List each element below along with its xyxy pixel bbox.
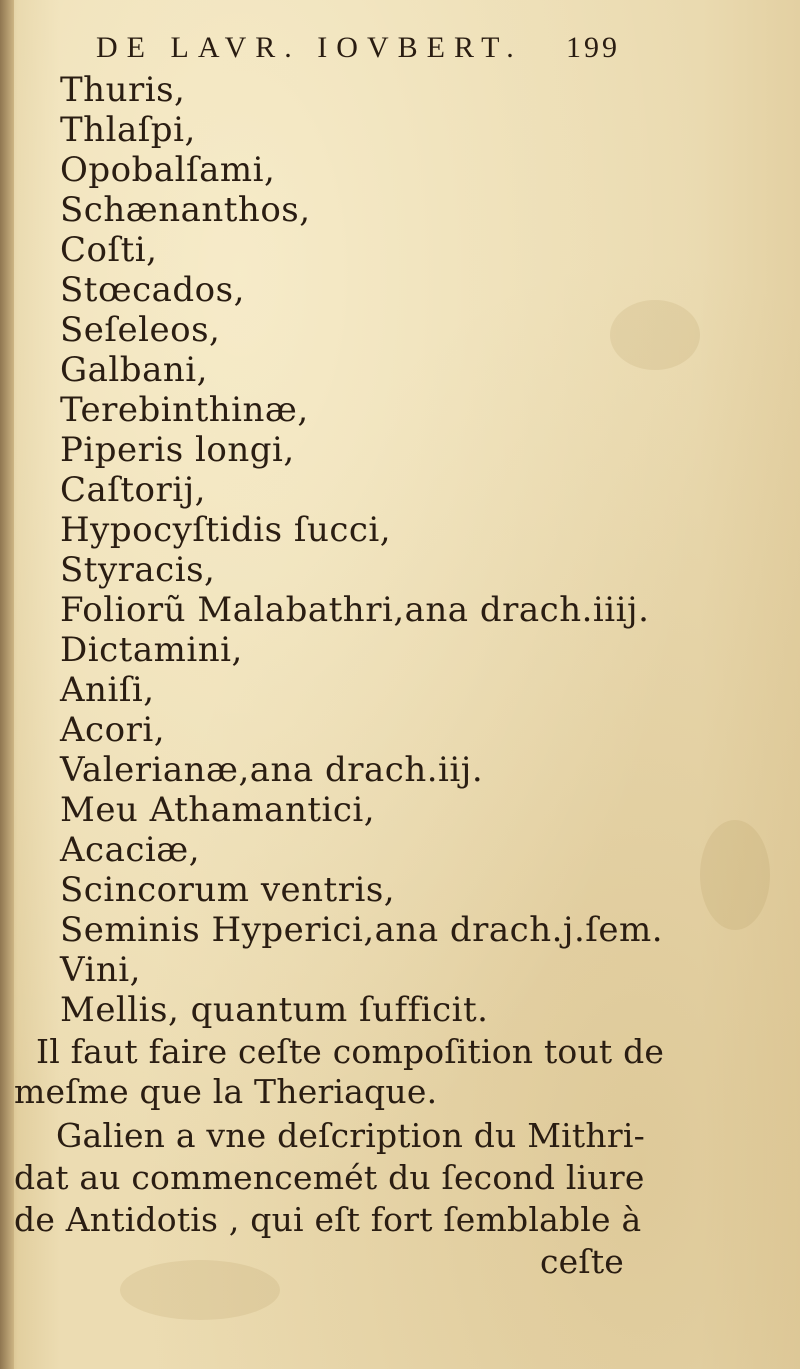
ingredient-line: Vini, — [60, 950, 141, 990]
foxing-stain — [120, 1260, 280, 1320]
paragraph-line: de Antidotis , qui eſt fort ſemblable à — [14, 1200, 642, 1239]
ingredient-line: Styracis, — [60, 550, 216, 590]
ingredient-line: Acori, — [60, 710, 165, 750]
ingredient-line: Seminis Hyperici,ana drach.j.ſem. — [60, 910, 664, 950]
ingredient-line: Aniſi, — [60, 670, 155, 710]
ingredient-line: Thlaſpi, — [60, 110, 196, 150]
foxing-stain — [700, 820, 770, 930]
ingredient-line: Opobalſami, — [60, 150, 276, 190]
ingredient-line: Valerianæ,ana drach.iij. — [60, 750, 484, 790]
ingredient-line: Terebinthinæ, — [60, 390, 309, 430]
ingredient-line: Thuris, — [60, 70, 186, 110]
paragraph-line: meſme que la Theriaque. — [14, 1072, 438, 1111]
ingredient-line: Acaciæ, — [60, 830, 201, 870]
paragraph-line: Galien a vne deſcription du Mithri- — [56, 1116, 645, 1155]
running-title: DE LAVR. IOVBERT. — [96, 31, 523, 64]
ingredient-line: Meu Athamantici, — [60, 790, 376, 830]
paragraph-line: Il faut faire ceſte compoſition tout de — [36, 1032, 665, 1071]
ingredient-line: Foliorũ Malabathri,ana drach.iiij. — [60, 590, 650, 630]
ingredient-line: Piperis longi, — [60, 430, 295, 470]
running-header — [96, 28, 656, 68]
ingredient-line: Coſti, — [60, 230, 158, 270]
paragraph-line: dat au commencemét du ſecond liure — [14, 1158, 645, 1197]
ingredient-line: Scincorum ventris, — [60, 870, 396, 910]
ingredient-line: Hypocyſtidis ſucci, — [60, 510, 392, 550]
ingredient-line: Stœcados, — [60, 270, 245, 310]
ingredient-line: Dictamini, — [60, 630, 243, 670]
ingredient-line: Mellis, quantum ſufficit. — [60, 990, 489, 1030]
binding-gutter — [0, 0, 14, 1369]
catchword: ceſte — [540, 1242, 625, 1281]
ingredient-line: Schænanthos, — [60, 190, 311, 230]
foxing-stain — [610, 300, 700, 370]
ingredient-line: Galbani, — [60, 350, 208, 390]
page-number: 199 — [566, 31, 620, 64]
ingredient-line: Caſtorij, — [60, 470, 206, 510]
ingredient-line: Seſeleos, — [60, 310, 221, 350]
